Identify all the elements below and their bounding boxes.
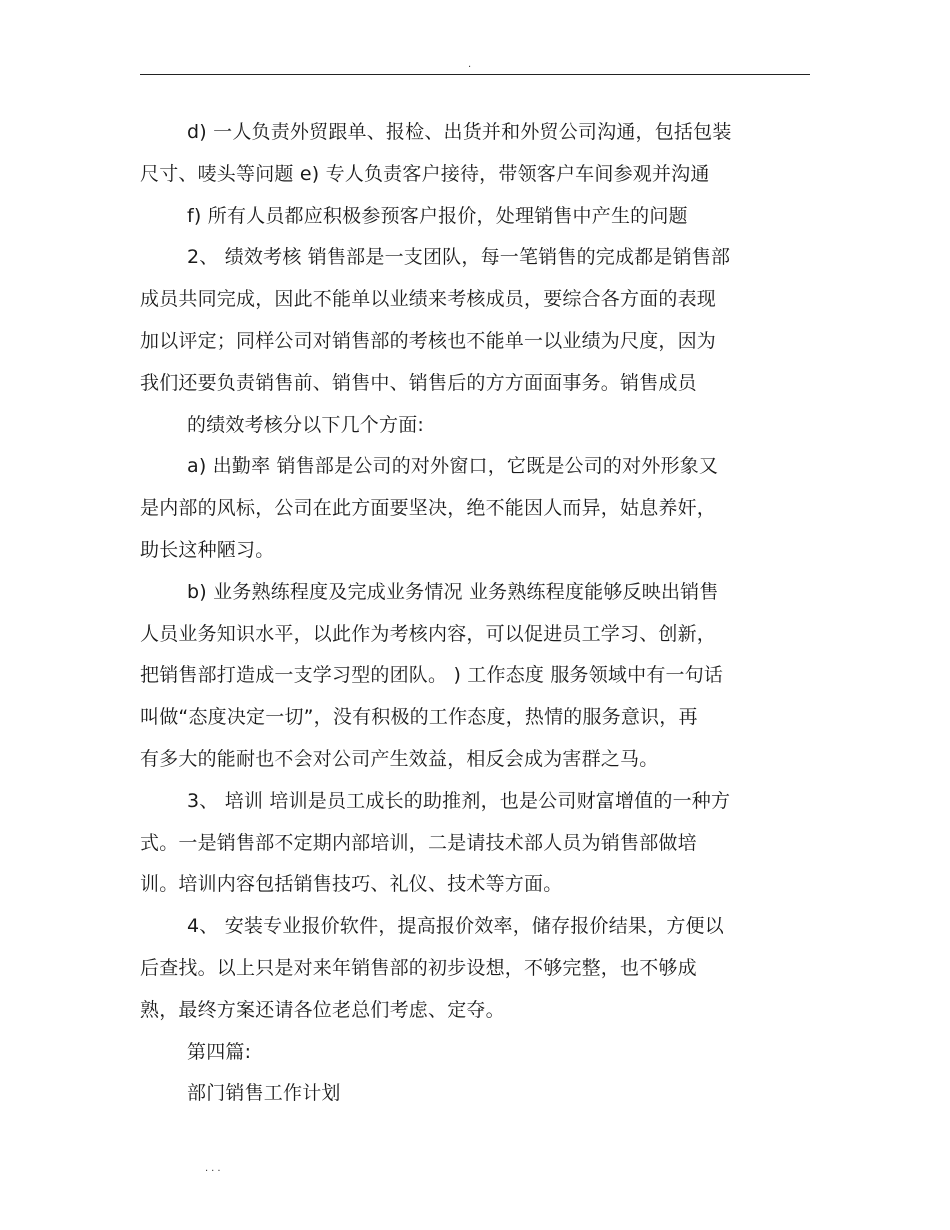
text-line: 成员共同完成，因此不能单以业绩来考核成员，要综合各方面的表现 — [140, 288, 717, 311]
text-line: 熟，最终方案还请各位老总们考虑、定夺。 — [140, 998, 505, 1021]
text-line: 训。培训内容包括销售技巧、礼仪、技术等方面。 — [140, 873, 563, 896]
text-line: 尺寸、唛头等问题 e) 专人负责客户接待，带领客户车间参观并沟通 — [140, 162, 710, 185]
text-line: 3、 培训 培训是员工成长的助推剂，也是公司财富增值的一种方 — [187, 789, 731, 812]
text-line: 2、 绩效考核 销售部是一支团队，每一笔销售的完成都是销售部 — [187, 246, 731, 269]
text-line: 加以评定；同样公司对销售部的考核也不能单一以业绩为尺度，因为 — [140, 329, 717, 352]
text-line: 人员业务知识水平，以此作为考核内容，可以促进员工学习、创新， — [140, 622, 717, 645]
text-line: 有多大的能耐也不会对公司产生效益，相反会成为害群之马。 — [140, 747, 659, 770]
header-mark: . — [468, 59, 472, 70]
text-line: 式。一是销售部不定期内部培训，二是请技术部人员为销售部做培 — [140, 831, 697, 854]
text-line: b) 业务熟练程度及完成业务情况 业务熟练程度能够反映出销售 — [187, 580, 719, 603]
text-line: 部门销售工作计划 — [187, 1082, 341, 1105]
header-rule — [140, 74, 810, 75]
text-line: 后查找。以上只是对来年销售部的初步设想，不够完整，也不够成 — [140, 956, 697, 979]
text-line: 我们还要负责销售前、销售中、销售后的方方面面事务。销售成员 — [140, 371, 697, 394]
footer-mark: ... — [205, 1163, 224, 1174]
text-line: 助长这种陋习。 — [140, 538, 275, 561]
text-line: 4、 安装专业报价软件，提高报价效率，储存报价结果，方便以 — [187, 915, 724, 938]
text-line: a) 出勤率 销售部是公司的对外窗口，它既是公司的对外形象又 — [187, 455, 719, 478]
text-line: 是内部的风标，公司在此方面要坚决，绝不能因人而异，姑息养奸， — [140, 497, 717, 520]
body-text — [140, 112, 810, 1115]
text-line: 的绩效考核分以下几个方面: — [187, 413, 425, 436]
text-line: 把销售部打造成一支学习型的团队。 ) 工作态度 服务领域中有一句话 — [140, 664, 724, 687]
text-line: 叫做“态度决定一切”，没有积极的工作态度，热情的服务意识，再 — [140, 706, 698, 729]
text-line: 第四篇: — [187, 1040, 252, 1063]
text-line: d) 一人负责外贸跟单、报检、出货并和外贸公司沟通，包括包装 — [187, 121, 732, 143]
text-line: f) 所有人员都应积极参预客户报价，处理销售中产生的问题 — [187, 204, 688, 227]
